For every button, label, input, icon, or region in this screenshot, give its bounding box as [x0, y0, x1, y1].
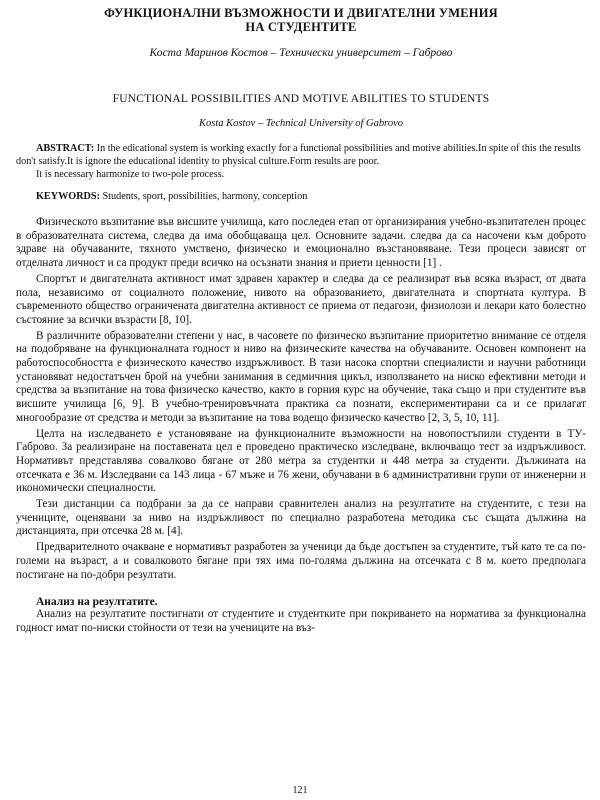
body-paragraph: В различните образователни степени у нас, в часовете по физическо възпитание приоритетно внимание се отделя на подобряване на функционалната годност и ниво на физическите качества на обучаваните. Основен компонент на работоспособността е физическото качество издръжливост. В тази насока спортни специалисти и научни работници установяват недостатъчен брой на учебни занимания в седмичния цикъл, използването на ниско ефективни методи и средства за възпитание на това физическо качество, както в горния курс на обучение, така също и при студентите във висшите училища [6, 9]. В учебно-тренировъчната практика са познати, експериментирани са и се прилагат многообразие от средства и методи за възпитание на това водещо физическо качество [2, 3, 5, 10, 11].	[16, 329, 586, 424]
keywords-text: Students, sport, possibilities, harmony, conception	[102, 191, 308, 202]
body-text	[16, 216, 586, 582]
body-paragraph: Тези дистанции са подбрани за да се направи сравнителен анализ на резултатите на студентите, с тези на учениците, оценявани за ниво на издръжливост по специално разработена методика със същата дължина на дистанцията, при отсечка 28 м. [4].	[16, 498, 586, 538]
body-paragraph: Физическото възпитание във висшите училища, като последен етап от организирания учебно-възпитателен процес в образователната система, следва да има обобщаваща цел. Основните задачи. следва да са насочени към доброто здраве на обучаваните, тяхното умствено, физическо и емоционално възстановяване. Тези процеси зависят от отделната личност и са продукт преди всичко на осъзнати знания и приети ценности [1] .	[16, 216, 586, 270]
keywords	[36, 191, 586, 202]
section-paragraph: Анализ на резултатите постигнати от студентите и студентките при покриването на норматива за функционална годност имат по-ниски стойности от тези на учениците на въз-	[16, 608, 586, 634]
body-paragraph: Предварителното очакване е нормативът разработен за ученици да бъде достъпен за студентите, тъй като те са по-големи на възраст, а и совалковото бягане при тях има по-голяма дължина на отсечката с 8 м. което предполага постигане на по-добри резултати.	[16, 541, 586, 581]
byline-bulgarian: Коста Маринов Костов – Технически университет – Габрово	[149, 47, 453, 59]
abstract-text: In the edicational system is working exactly for a functional possibilities and motive abilities.In spite of this the results don't satisfy.It is ignore the educational identity to physical culture.Form results are poor.	[16, 143, 581, 167]
page-number: 121	[292, 785, 308, 796]
abstract-text-2: It is necessary harmonize to two-pole process.	[36, 169, 225, 180]
abstract-label: ABSTRACT:	[36, 143, 95, 154]
author-english: Kosta Kostov – Technical University of Gabrovo	[199, 118, 403, 129]
abstract	[16, 142, 586, 168]
body-paragraph: Спортът и двигателната активност имат здравен характер и следва да се реализират във всяка възраст, от двата пола, независимо от социалното положение, нивото на образованието, двигателната и спортната култура. В съвременното общество ограничената двигателна активност се приема от педагози, физиолози и лекари като болестно състояние за всички възрасти [8, 10].	[16, 272, 586, 326]
section-title: Анализ на резултатите.	[36, 596, 158, 609]
body-paragraph: Целта на изследването е установяване на функционалните възможности на новопостъпили студенти в ТУ-Габрово. За реализиране на поставената цел е проведено практическо изследване, включващо тест за издръжливост. Нормативът представлява совалково бягане от 280 метра за студентки и 448 метра за студенти. Дължината на отсечката е 36 м. Изследвани са 143 лица - 67 мъже и 76 жени, обучавани в 6 административни групи от инженерни и икономически специалности.	[16, 427, 586, 495]
keywords-label: KEYWORDS:	[36, 191, 100, 202]
title-bulgarian	[16, 6, 586, 34]
title-bulgarian-line-1: ФУНКЦИОНАЛНИ ВЪЗМОЖНОСТИ И ДВИГАТЕЛНИ УМЕНИЯ	[104, 6, 498, 20]
title-bulgarian-line-2: НА СТУДЕНТИТЕ	[245, 20, 357, 34]
title-english: FUNCTIONAL POSSIBILITIES AND MOTIVE ABILITIES TO STUDENTS	[112, 93, 490, 105]
